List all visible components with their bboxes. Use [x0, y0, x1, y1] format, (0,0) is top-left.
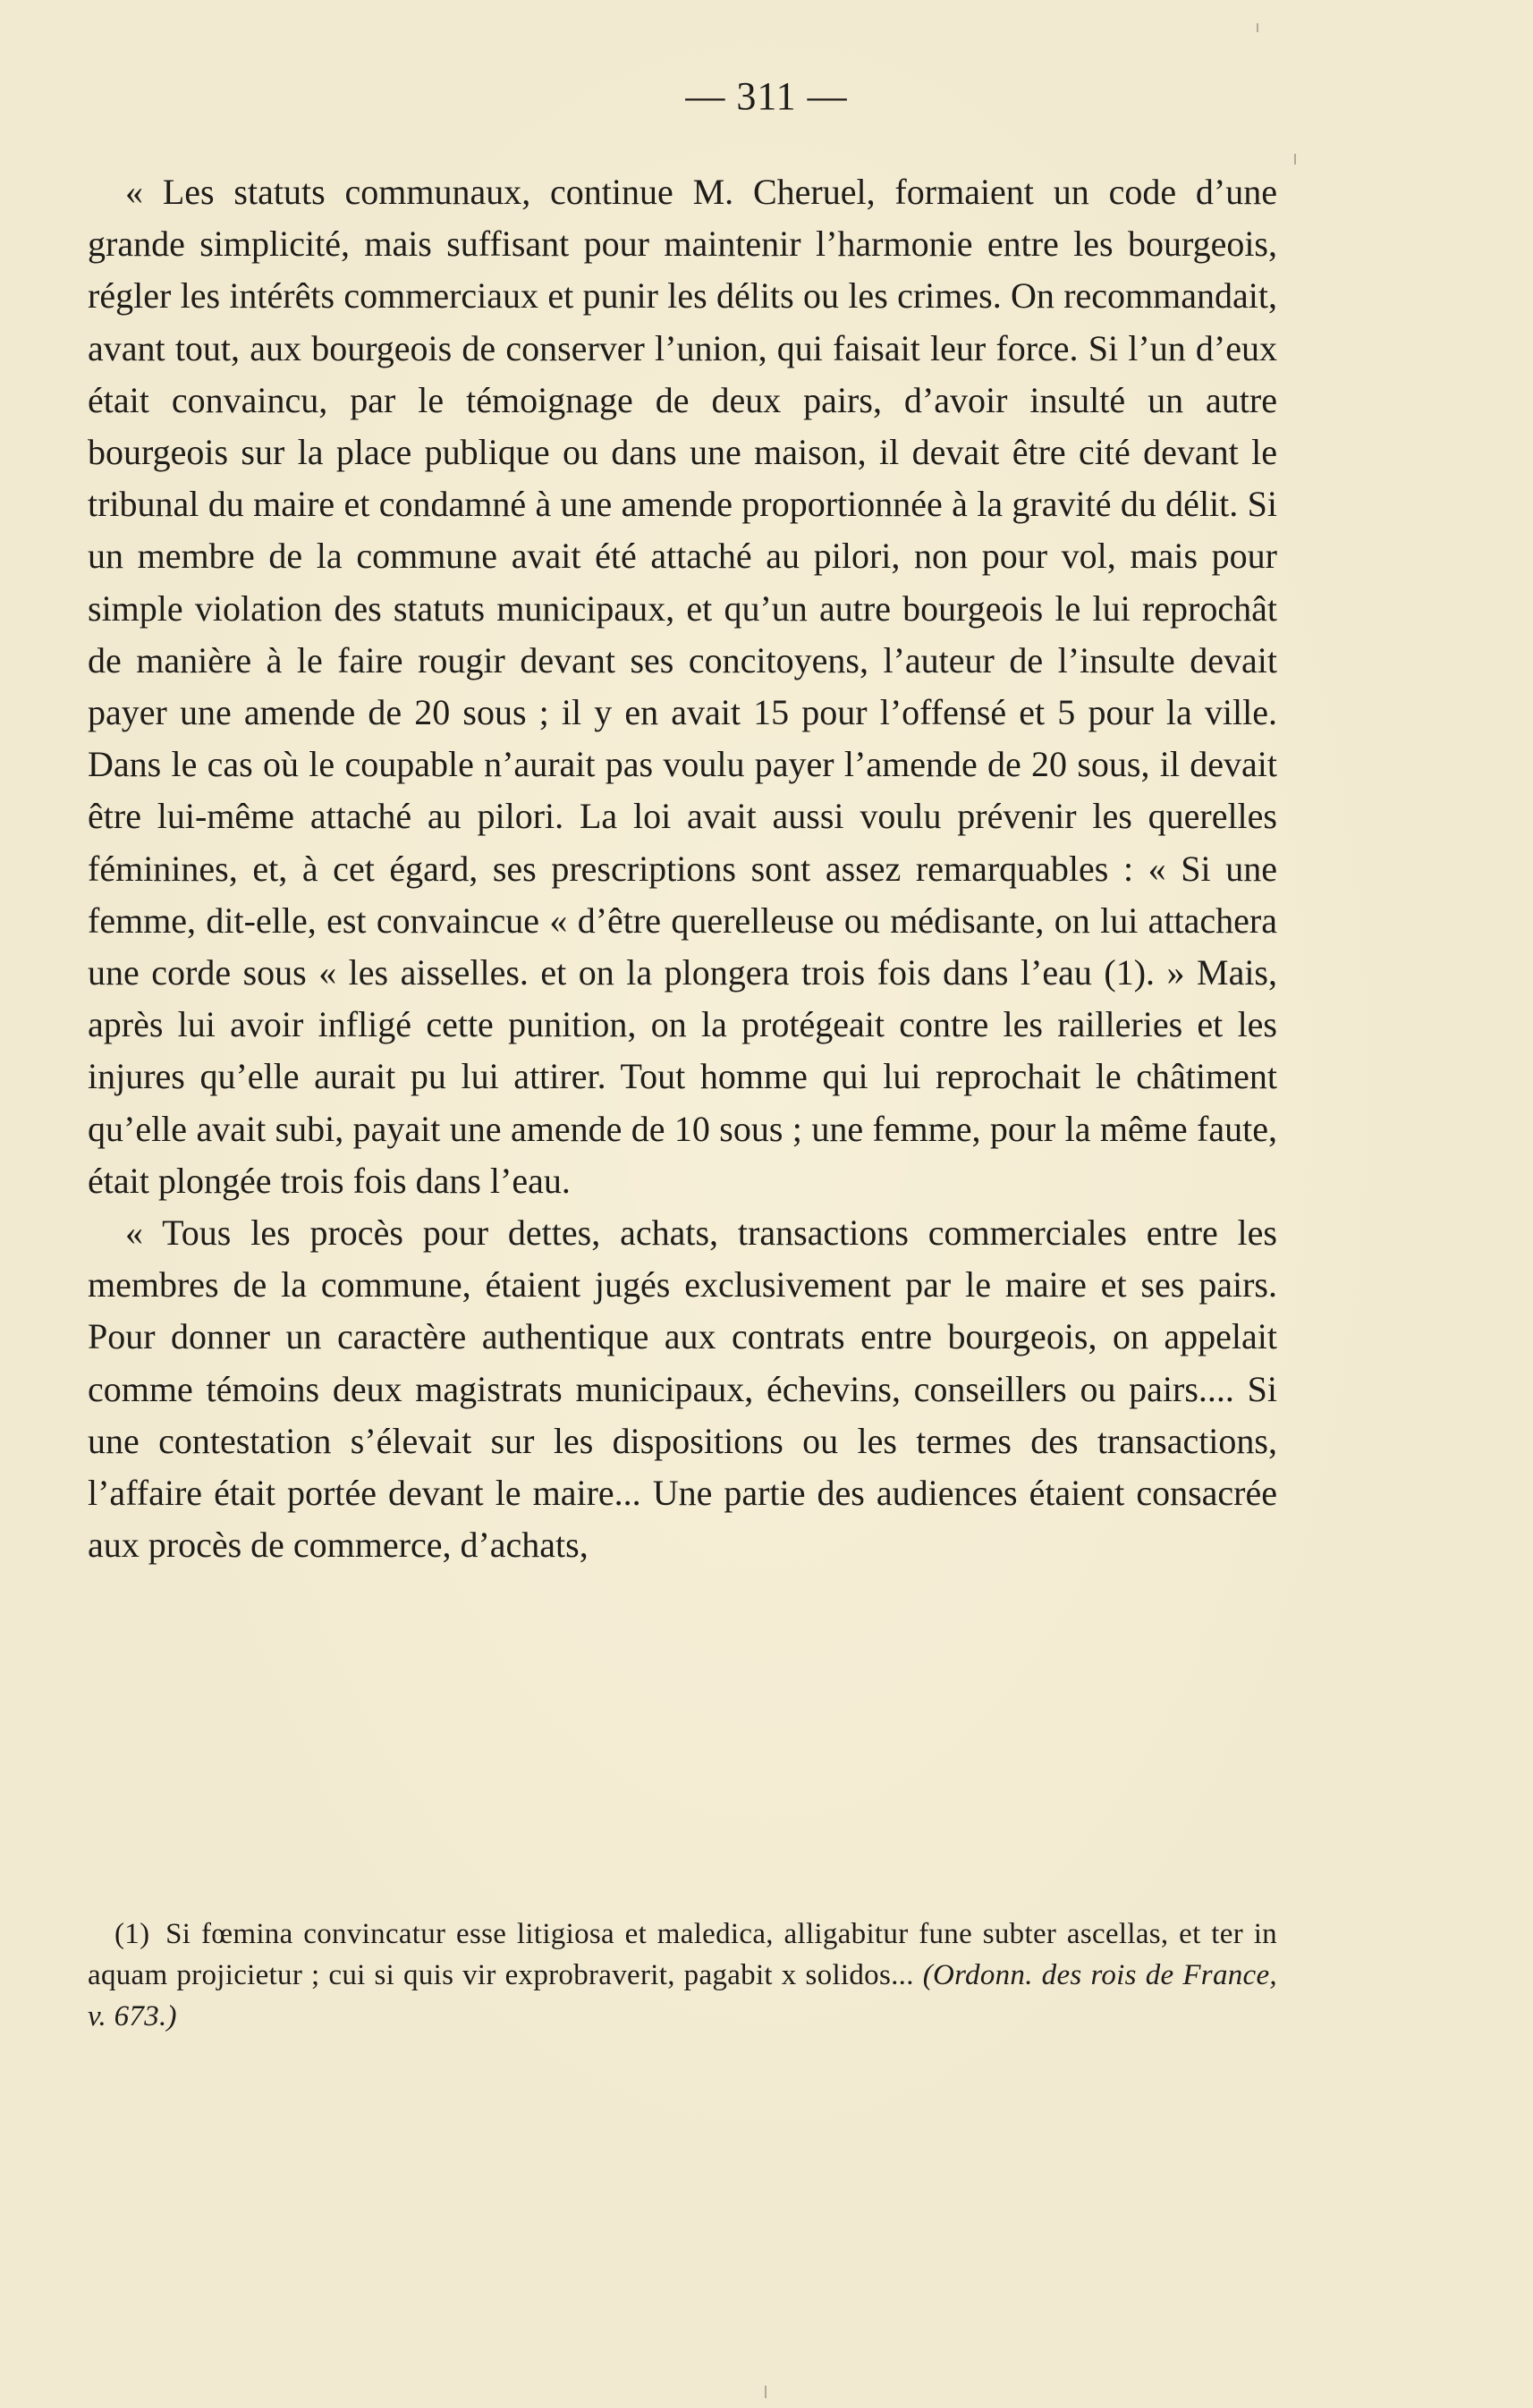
- paragraph-statuts-communaux: « Les statuts communaux, continue M. Cheruel, formaient un code d’une grande simplicité, mais suffisant pour maintenir l’harmonie entre les bourgeois, régler les intérêts commerciaux et punir les délits ou les crimes. On recommandait, avant tout, aux bourgeois de conserver l’union, qui faisait leur force. Si l’un d’eux était convaincu, par le témoignage de deux pairs, d’avoir insulté un autre bourgeois sur la place publique ou dans une maison, il devait être cité devant le tribunal du maire et condamné à une amende proportionnée à la gravité du délit. Si un membre de la commune avait été attaché au pilori, non pour vol, mais pour simple violation des statuts municipaux, et qu’un autre bourgeois le lui reprochât de manière à le faire rougir devant ses concitoyens, l’auteur de l’insulte devait payer une amende de 20 sous ; il y en avait 15 pour l’offensé et 5 pour la ville. Dans le cas où le coupable n’aurait pas voulu payer l’amende de 20 sous, il devait être lui-même attaché au pilori. La loi avait aussi voulu prévenir les querelles féminines, et, à cet égard, ses prescriptions sont assez remarquables : « Si une femme, dit-elle, est convaincue « d’être querelleuse ou médisante, on lui attachera une corde sous « les aisselles. et on la plongera trois fois dans l’eau (1). » Mais, après lui avoir infligé cette punition, on la protégeait contre les railleries et les injures qu’elle aurait pu lui attirer. Tout homme qui lui reprochait le châtiment qu’elle avait subi, payait une amende de 10 sous ; une femme, pour la même faute, était plongée trois fois dans l’eau.: [88, 172, 1277, 1201]
- gutter-mark: [765, 2386, 766, 2398]
- page-speck: [1257, 23, 1258, 32]
- main-text: [88, 166, 1277, 1571]
- footnote-marker: (1): [114, 1918, 150, 1950]
- footnote-block: [88, 1914, 1277, 2037]
- page-number-header: — 311 —: [685, 74, 848, 118]
- margin-mark: [1294, 154, 1296, 165]
- footnote-1: [88, 1914, 1277, 2037]
- footnote-text: Si fœmina convincatur esse litigiosa et maledica, alligabitur fune subter ascellas, et ter in aquam projicietur ; cui si quis vir exprobraverit, pagabit x solidos...: [88, 1918, 1277, 1991]
- paragraph-proces-dettes: « Tous les procès pour dettes, achats, transactions commerciales entre les membres de la commune, étaient jugés exclusivement par le maire et ses pairs. Pour donner un caractère authentique aux contrats entre bourgeois, on appelait comme témoins deux magistrats municipaux, échevins, conseillers ou pairs.... Si une contestation s’élevait sur les dispositions ou les termes des transactions, l’affaire était portée devant le maire... Une partie des audiences étaient consacrée aux procès de commerce, d’achats,: [88, 1212, 1277, 1566]
- footnote-source: (Ordonn. des rois de France, v. 673.): [88, 1959, 1277, 2032]
